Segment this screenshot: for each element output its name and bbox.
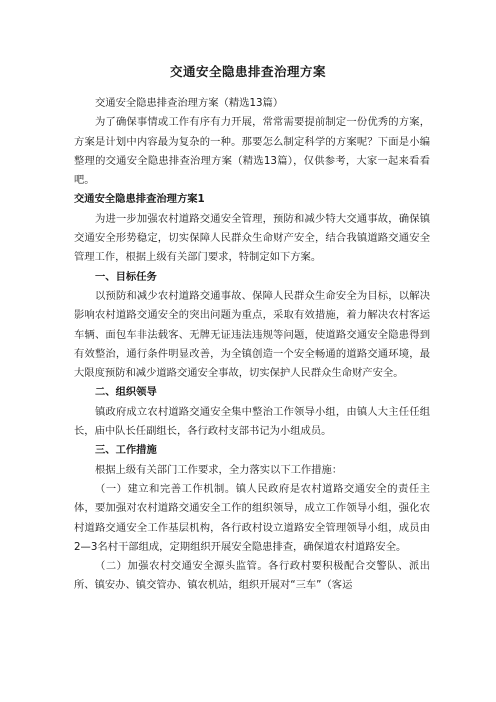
measure-2-paragraph: （二）加强农村交通安全源头监管。各行政村要积极配合交警队、派出所、镇安办、镇交管办、镇农机站，组织开展对“三车”（客运: [74, 560, 430, 592]
measure-1-paragraph: （一）建立和完善工作机制。镇人民政府是农村道路交通安全的责任主体，要加强对农村道路交通安全工作的组织领导，成立工作领导小组，强化农村道路交通安全工作基层机构，各行政村设立道路安全管理领导小组，成员由2—3名村干部组成，定期组织开展安全隐患排查，确保道农村道路安全。: [74, 482, 430, 553]
document-title: 交通安全隐患排查治理方案: [169, 64, 326, 79]
measures-intro-paragraph: 根据上级有关部门工作要求，全力落实以下工作措施：: [95, 463, 343, 476]
heading-measures: 三、工作措施: [95, 444, 157, 457]
section-heading-plan-1: 交通安全隐患排查治理方案1: [74, 193, 205, 206]
intro-paragraph: 为了确保事情或工作有序有力开展，常常需要提前制定一份优秀的方案，方案是计划中内容最为复杂的一种。那要怎么制定科学的方案呢？下面是小编整理的交通安全隐患排查治理方案（精选13篇），仅供参考，大家一起来看看吧。: [74, 116, 430, 187]
goals-paragraph: 以预防和减少农村道路交通事故、保障人民群众生命安全为目标，以解决影响农村道路交通安全的突出问题为重点，采取有效措施，着力解决农村客运车辆、面包车非法载客、无牌无证违法违规等问题，使道路交通安全隐患得到有效整治，通行条件明显改善，为全镇创造一个安全畅通的道路交通环境，最大限度预防和减少道路交通安全事故，切实保护人民群众生命财产安全。: [74, 289, 430, 380]
plan-1-intro-paragraph: 为进一步加强农村道路交通安全管理，预防和减少特大交通事故，确保镇交通安全形势稳定，切实保障人民群众生命财产安全，结合我镇道路交通安全管理工作，根据上级有关部门要求，特制定如下方案。: [74, 212, 430, 264]
document-body: [74, 94, 430, 596]
organization-paragraph: 镇政府成立农村道路交通安全集中整治工作领导小组，由镇人大主任任组长，庙中队长任副组长，各行政村支部书记为小组成员。: [74, 405, 430, 438]
heading-organization: 二、组织领导: [95, 386, 157, 399]
subtitle-paragraph: 交通安全隐患排查治理方案（精选13篇）: [95, 97, 284, 109]
heading-goals: 一、目标任务: [95, 270, 157, 283]
